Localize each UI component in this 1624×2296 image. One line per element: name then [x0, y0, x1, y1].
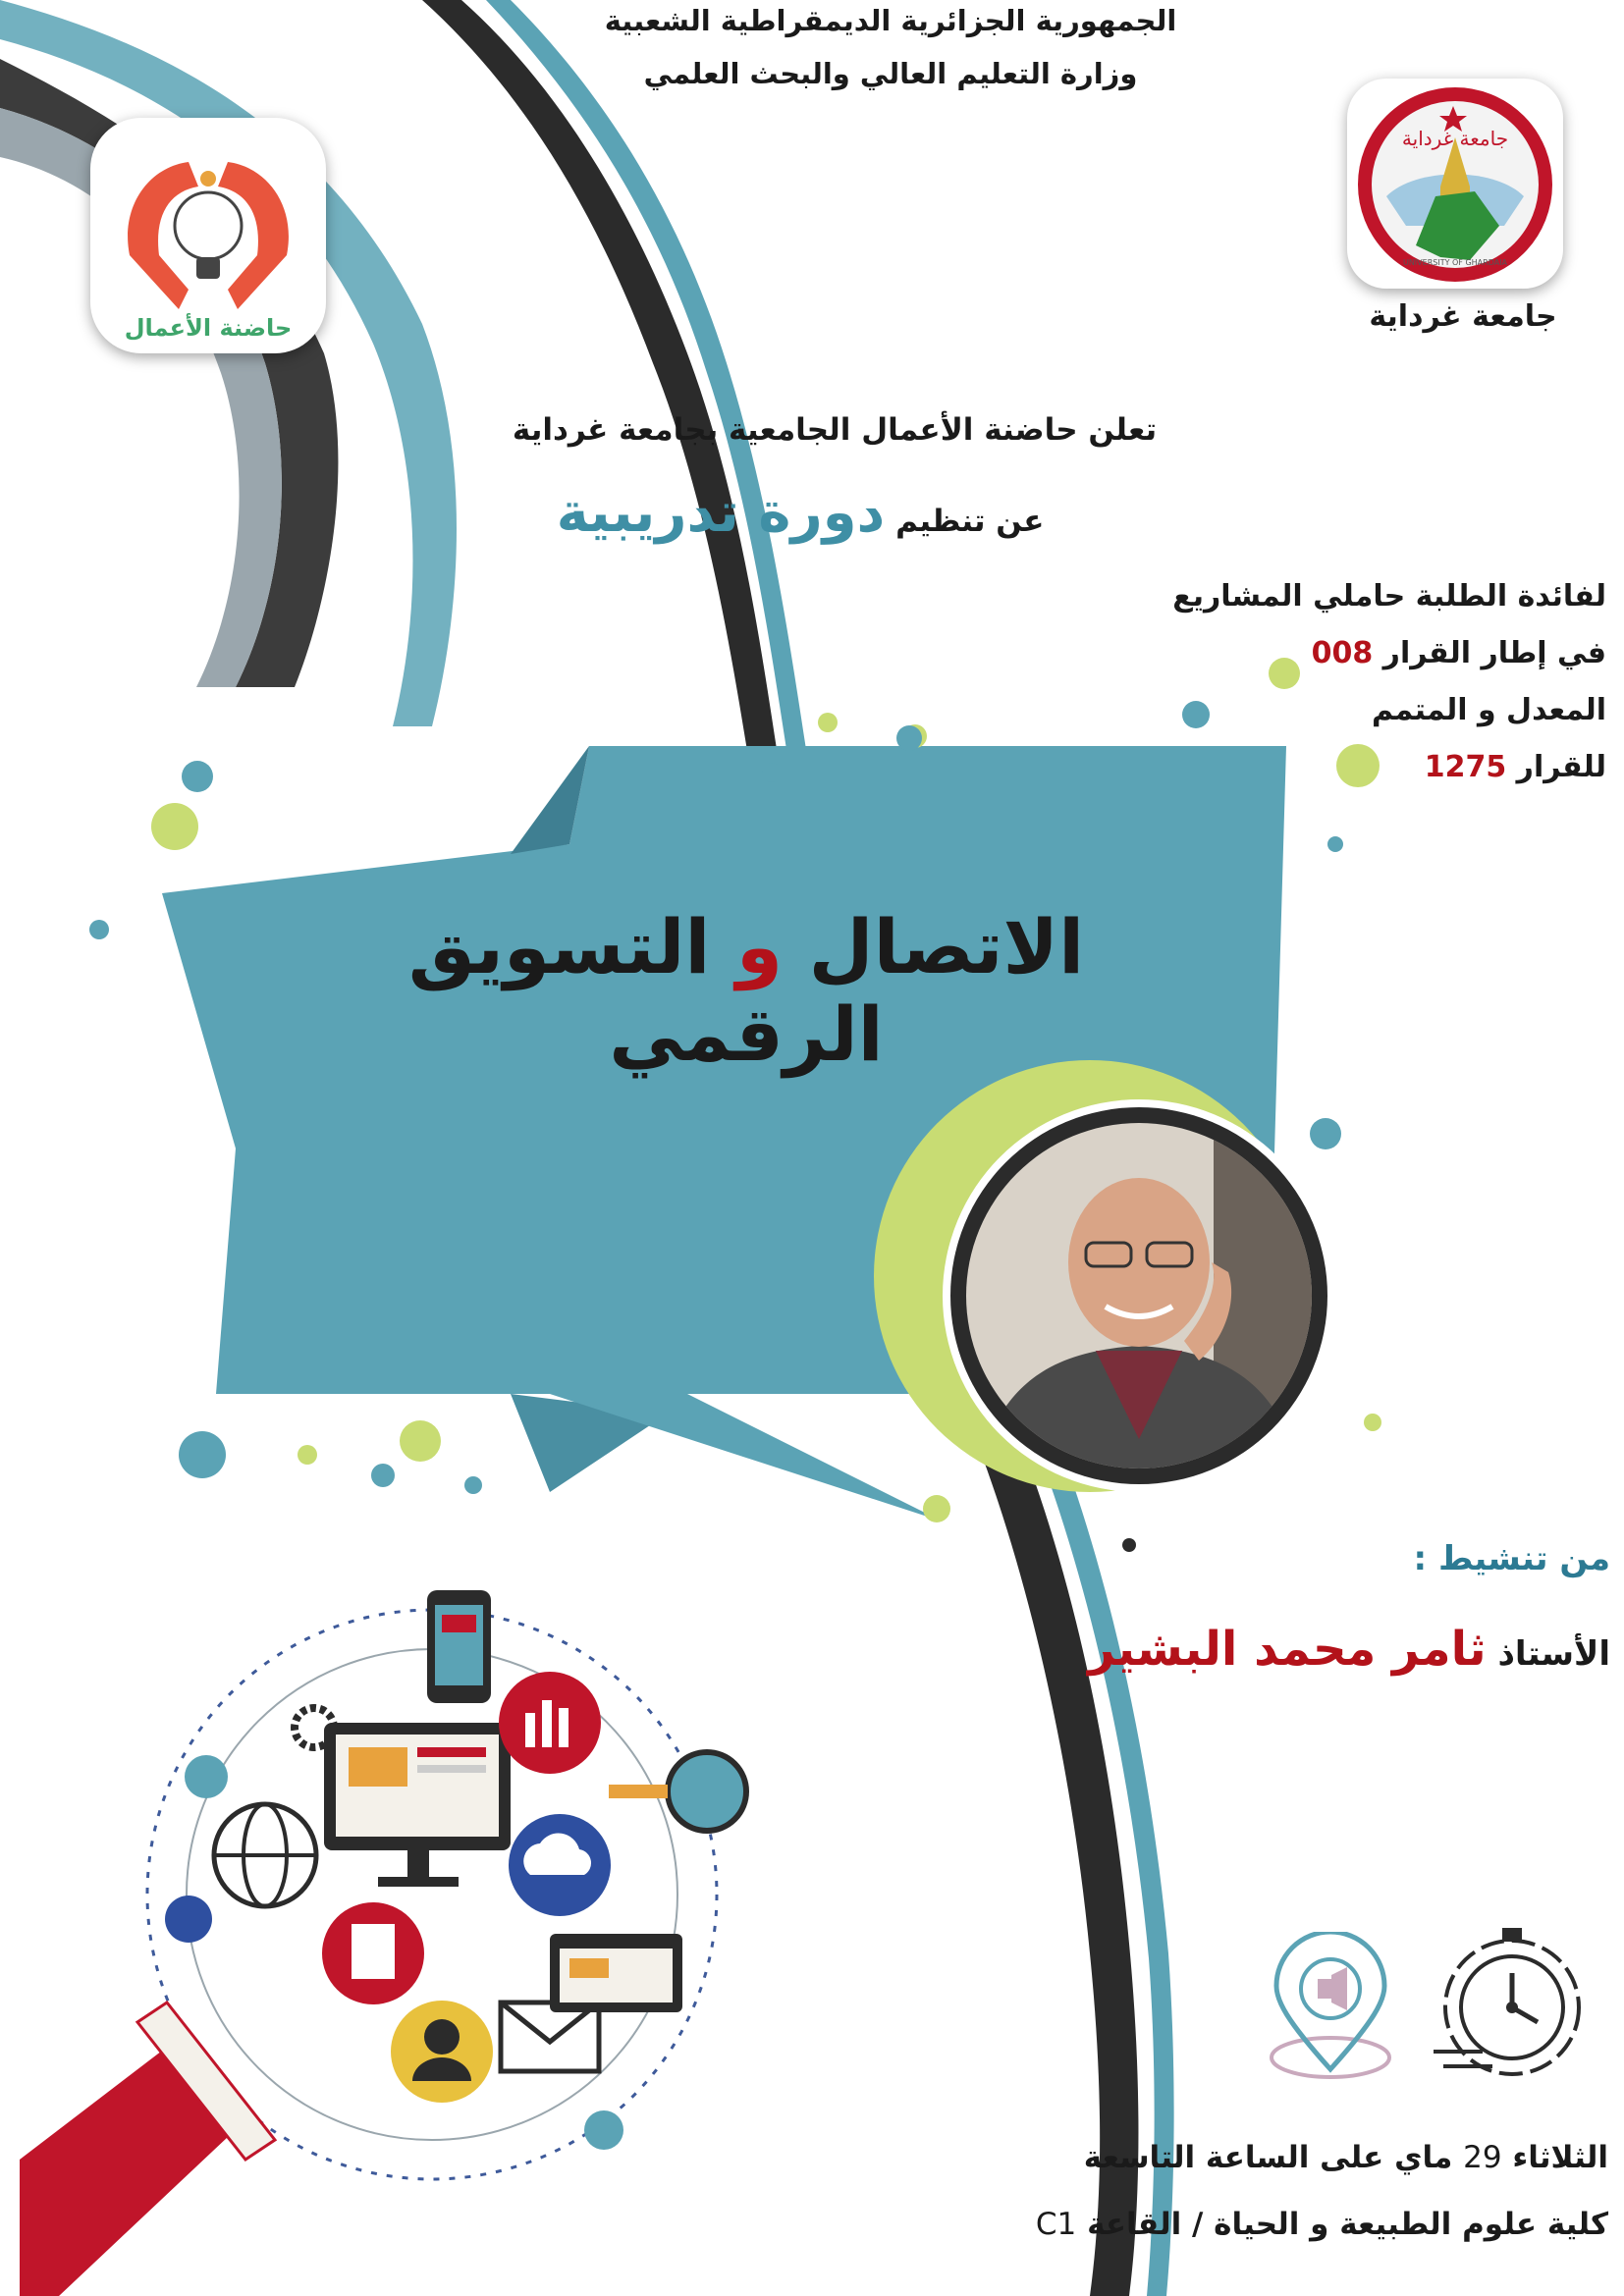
university-logo — [1347, 79, 1563, 289]
dot — [400, 1420, 441, 1462]
dot — [1364, 1414, 1381, 1431]
location-line — [1036, 2207, 1608, 2242]
chat-icon — [584, 2110, 623, 2150]
university-caption: جامعة غرداية — [1369, 299, 1557, 334]
presenter-name-line — [1088, 1622, 1610, 1677]
dot — [896, 725, 922, 751]
dot — [1182, 701, 1210, 728]
cloud-icon — [509, 1814, 611, 1916]
envelope-icon — [501, 2002, 599, 2071]
date-time-line — [1084, 2140, 1608, 2175]
dot — [1327, 836, 1343, 852]
target-line4 — [1425, 750, 1606, 784]
dot — [151, 803, 198, 850]
dot — [1122, 1538, 1136, 1552]
ministry-header-line1: الجمهورية الجزائرية الديمقراطية الشعبية — [604, 4, 1177, 37]
dot — [923, 1495, 950, 1522]
magnifier-icon — [609, 1752, 746, 1831]
browser-window-icon — [550, 1934, 682, 2012]
ministry-header-line2: وزارة التعليم العالي والبحث العلمي — [643, 57, 1138, 90]
target-line3: المعدل و المتمم — [1371, 693, 1606, 727]
megaphone-icon — [20, 2002, 275, 2296]
chat-icon — [165, 1896, 212, 1943]
user-icon — [391, 2001, 493, 2103]
document-icon — [322, 1902, 424, 2004]
decision-prefix: في إطار القرار — [1382, 636, 1606, 670]
clock-gear-icon — [1424, 1914, 1600, 2091]
globe-icon — [214, 1804, 316, 1906]
dot — [1336, 744, 1380, 787]
dot — [818, 713, 838, 732]
bar-chart-icon — [499, 1672, 601, 1774]
announcement-line1: تعلن حاضنة الأعمال الجامعية بجامعة غرداية — [512, 412, 1158, 448]
digital-marketing-illustration — [20, 1571, 766, 2296]
dot — [179, 1431, 226, 1478]
title-part1: الاتصال — [808, 903, 1085, 990]
svg-text:جامعة غرداية: جامعة غرداية — [1401, 127, 1509, 150]
place-text: كلية علوم الطبيعة و الحياة / القاعة — [1087, 2207, 1608, 2242]
presenter-title: الأستاذ — [1497, 1634, 1610, 1674]
title-connector: و — [735, 903, 784, 990]
monitor-icon — [324, 1723, 511, 1887]
presenter-name: ثامر محمد البشير — [1088, 1622, 1487, 1677]
training-course-highlight: دورة تدريبية — [556, 481, 886, 545]
dot — [182, 761, 213, 792]
target-line2 — [1312, 636, 1606, 670]
decision-prefix-2: للقرار — [1516, 750, 1606, 784]
business-incubator-logo — [90, 118, 326, 353]
dot — [89, 920, 109, 939]
presenter-photo — [958, 1115, 1320, 1476]
dot — [371, 1464, 395, 1487]
announcement-prefix: عن تنظيم — [895, 504, 1045, 539]
decision-number: 008 — [1311, 636, 1374, 670]
announcement-line2 — [432, 481, 1168, 545]
presenter-label: من تنشيط : — [1413, 1539, 1610, 1578]
dot — [1269, 658, 1300, 689]
dot — [298, 1445, 317, 1465]
course-title — [265, 903, 1227, 1078]
dot — [762, 763, 782, 782]
location-speaker-icon — [1257, 1932, 1404, 2089]
dot — [464, 1476, 482, 1494]
title-part2: التسويق الرقمي — [407, 903, 884, 1078]
svg-text:حاضنة الأعمال: حاضنة الأعمال — [124, 314, 293, 342]
room-code: C1 — [1035, 2207, 1077, 2242]
chat-icon — [185, 1755, 228, 1798]
day-name: الثلاثاء — [1512, 2140, 1608, 2175]
target-line1: لفائدة الطلبة حاملي المشاريع — [1172, 579, 1606, 614]
time-text: ماي على الساعة التاسعة — [1083, 2140, 1453, 2175]
decision-number-2: 1275 — [1424, 750, 1507, 784]
banner-tail — [550, 1394, 943, 1522]
date-number: 29 — [1463, 2140, 1502, 2175]
smartphone-icon — [427, 1590, 491, 1703]
svg-text:UNIVERSITY OF GHARDAIA: UNIVERSITY OF GHARDAIA — [1402, 258, 1508, 267]
